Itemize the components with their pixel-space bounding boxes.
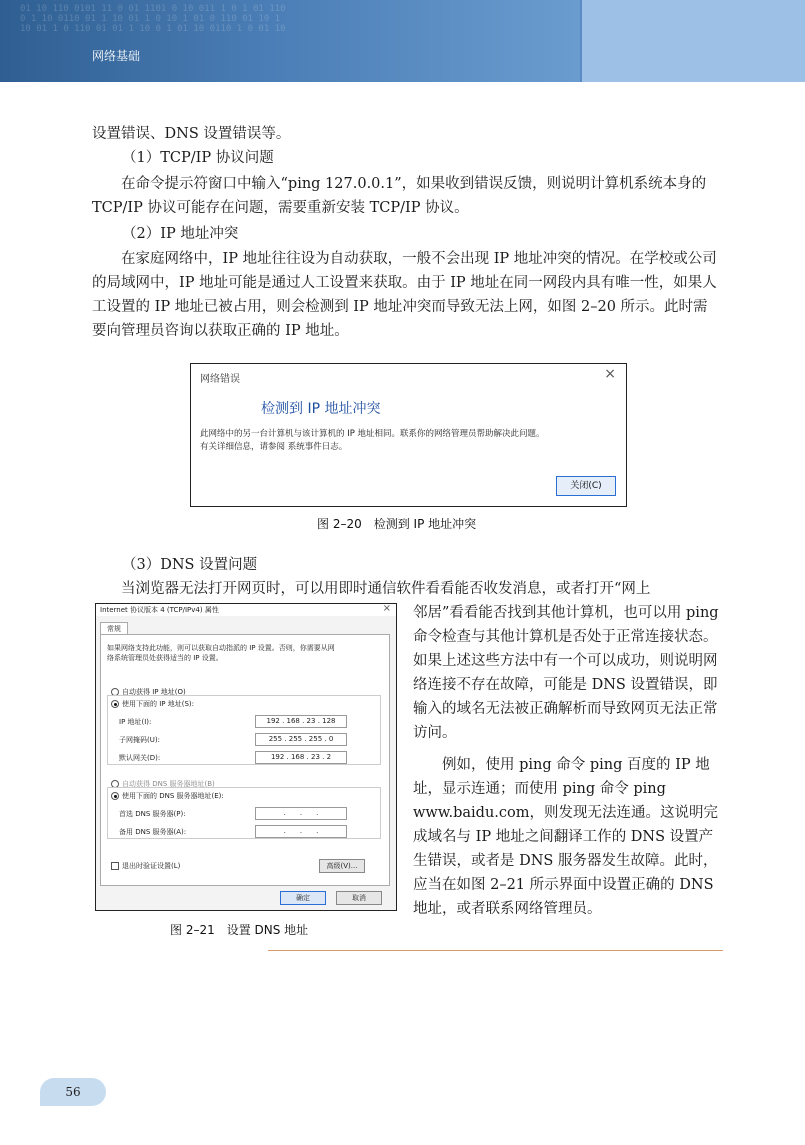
radio-label: 使用下面的 IP 地址(S):	[122, 700, 194, 708]
figure-caption: 图 2–20 检测到 IP 地址冲突	[317, 517, 477, 531]
tab-general[interactable]: 常规	[100, 622, 128, 635]
message-line: 有关详细信息，请参阅 系统事件日志。	[200, 442, 348, 452]
gateway-label: 默认网关(D):	[119, 754, 161, 762]
figure-caption: 图 2–21 设置 DNS 地址	[170, 923, 309, 937]
description: 络系统管理员处获得适当的 IP 设置。	[107, 654, 223, 662]
paragraph: 例如，使用 ping 命令 ping 百度的 IP 地址，显示连通；而使用 ping 命令 ping www.baidu.com，则发现无法连通。这说明完成域名与 IP 地址之间翻译工作的 DNS 设置产生错误，或者是 DNS 服务器发生故障。此时，应当在如图 2–21 所示界面中设置正确的 DNS 地址，或者联系网络管理员。	[413, 757, 719, 917]
radio-label: 自动获得 DNS 服务器地址(B)	[122, 780, 215, 788]
close-button[interactable]: 关闭(C)	[556, 476, 616, 496]
radio-label: 自动获得 IP 地址(O)	[122, 688, 186, 696]
gateway-field[interactable]: 192 . 168 . 23 . 2	[255, 751, 347, 764]
ip-conflict-dialog	[190, 363, 627, 507]
page-number: 56	[40, 1078, 106, 1106]
mask-label: 子网掩码(U):	[119, 736, 160, 744]
ip-address-field[interactable]: 192 . 168 . 23 . 128	[255, 715, 347, 728]
dialog-heading: 检测到 IP 地址冲突	[261, 401, 381, 417]
dialog-title: Internet 协议版本 4 (TCP/IPv4) 属性	[100, 606, 219, 614]
section-heading: （2）IP 地址冲突	[122, 226, 239, 242]
paragraph: 在命令提示符窗口中输入“ping 127.0.0.1”，如果收到错误反馈，则说明计算机系统本身的 TCP/IP 协议可能存在问题，需要重新安装 TCP/IP 协议。	[92, 176, 707, 216]
radio-manual-ip[interactable]	[111, 699, 194, 709]
preferred-dns-field[interactable]: . . .	[255, 807, 347, 820]
paragraph: 当浏览器无法打开网页时，可以用即时通信软件看看能否收发消息，或者打开“网上	[121, 581, 651, 597]
header-decoration: 01 10 110 0101 11 0 01 1101 0 10 011 1 0 1 01 110 0 1 10 0110 01 1 10 01 1 0 10 1 01 0 110 01 10 1 10 01 1 0 110 01 01 1 10 0 1 01 10 0110 1 0 01 10	[20, 4, 286, 34]
ok-button[interactable]: 确定	[280, 891, 326, 905]
close-icon[interactable]: ×	[382, 603, 391, 614]
header-accent	[582, 0, 805, 82]
validate-checkbox[interactable]	[111, 861, 180, 871]
paragraph: 邻居”看看能否找到其他计算机，也可以用 ping 命令检查与其他计算机是否处于正常连接状态。如果上述这些方法中有一个可以成功，则说明网络连接不存在故障，可能是 DNS 设置错误，即输入的域名无法被正确解析而导致网页无法正常访问。	[413, 605, 719, 741]
radio-icon	[111, 700, 119, 708]
subnet-mask-field[interactable]: 255 . 255 . 255 . 0	[255, 733, 347, 746]
ipv4-properties-dialog	[95, 603, 397, 911]
checkbox-label: 退出时验证设置(L)	[122, 862, 181, 870]
description: 如果网络支持此功能，则可以获取自动指派的 IP 设置。否则，你需要从网	[107, 644, 335, 652]
settings-panel	[100, 634, 390, 886]
paragraph: 在家庭网络中，IP 地址往往设为自动获取，一般不会出现 IP 地址冲突的情况。在学校或公司的局域网中，IP 地址可能是通过人工设置来获取。由于 IP 地址在同一网段内具有唯一性，如果人工设置的 IP 地址已被占用，则会检测到 IP 地址冲突而导致无法上网，如图 2–20 所示。此时需要向管理员咨询以获取正确的 IP 地址。	[92, 251, 717, 339]
radio-icon	[111, 792, 119, 800]
header-title: 网络基础	[92, 49, 141, 63]
dialog-title: 网络错误	[200, 374, 240, 385]
section-heading: （3）DNS 设置问题	[122, 557, 258, 573]
cancel-button[interactable]: 取消	[336, 891, 382, 905]
dialog-message	[200, 428, 620, 454]
page-header	[0, 0, 805, 82]
dns1-label: 首选 DNS 服务器(P):	[119, 810, 186, 818]
alternate-dns-field[interactable]: . . .	[255, 825, 347, 838]
radio-label: 使用下面的 DNS 服务器地址(E):	[122, 792, 224, 800]
paragraph: 设置错误、DNS 设置错误等。	[92, 126, 291, 142]
dialog-titlebar	[96, 604, 396, 616]
close-icon[interactable]: ×	[604, 366, 616, 382]
ip-label: IP 地址(I):	[119, 718, 152, 726]
divider	[268, 950, 723, 951]
message-line: 此网络中的另一台计算机与该计算机的 IP 地址相同。联系你的网络管理员帮助解决此问题。	[200, 429, 545, 439]
advanced-button[interactable]: 高级(V)...	[319, 859, 365, 873]
section-heading: （1）TCP/IP 协议问题	[122, 150, 274, 166]
dns2-label: 备用 DNS 服务器(A):	[119, 828, 187, 836]
checkbox-icon	[111, 862, 119, 870]
radio-manual-dns[interactable]	[111, 791, 224, 801]
